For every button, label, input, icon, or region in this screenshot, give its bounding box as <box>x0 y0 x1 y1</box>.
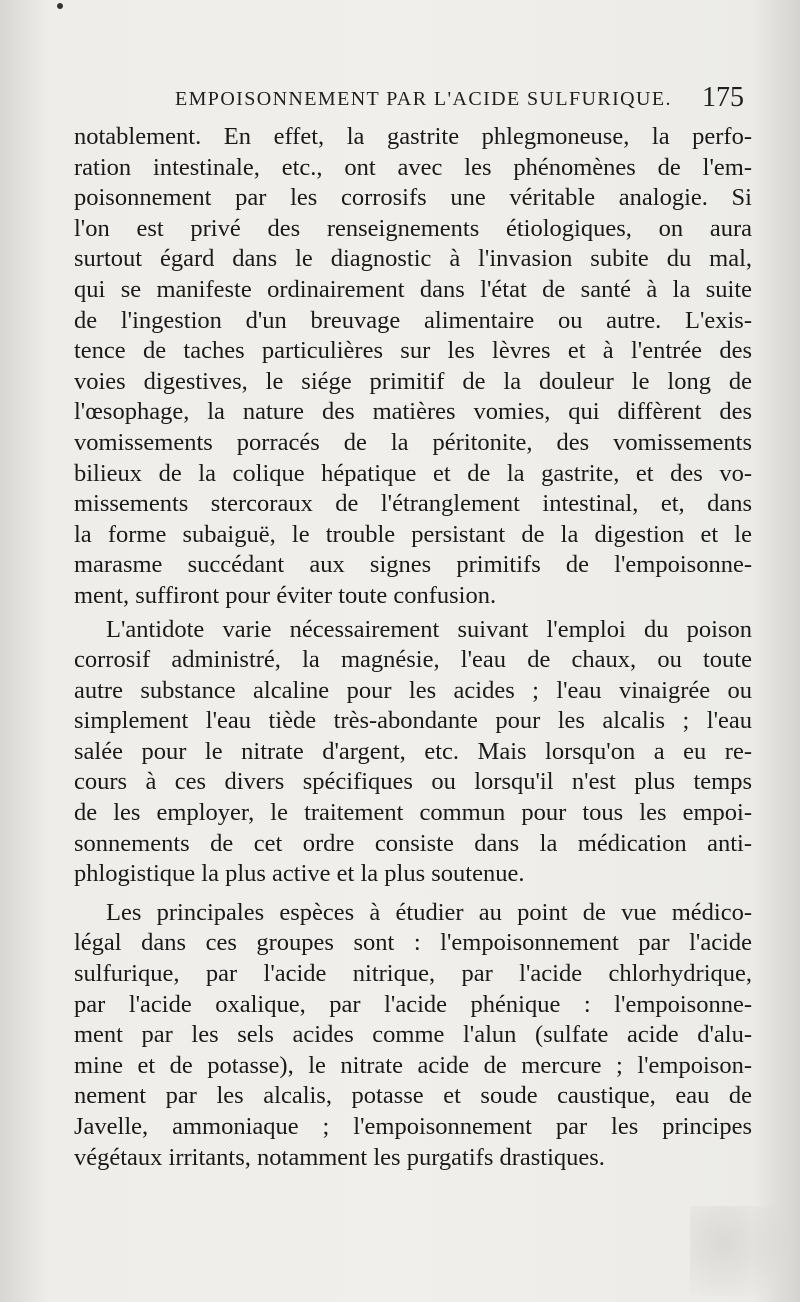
text-line: sulfurique, par l'acide nitrique, par l'acide chlorhydrique, <box>74 960 752 988</box>
text-line: simplement l'eau tiède très-abondante pour les alcalis ; l'eau <box>74 707 752 735</box>
text-line: la forme subaiguë, le trouble persistant de la digestion et le <box>74 520 752 548</box>
text-line: sonnements de cet ordre consiste dans la médication anti- <box>74 829 752 857</box>
paragraph-1 <box>74 122 752 612</box>
text-line: salée pour le nitrate d'argent, etc. Mais lorsqu'on a eu re- <box>74 737 752 765</box>
text-line: surtout égard dans le diagnostic à l'invasion subite du mal, <box>74 245 752 273</box>
text-line: voies digestives, le siége primitif de la douleur le long de <box>74 367 752 395</box>
text-line: l'œsophage, la nature des matières vomies, qui diffèrent des <box>74 398 752 426</box>
text-line: L'antidote varie nécessairement suivant l'emploi du poison <box>106 615 752 643</box>
text-line: de l'ingestion d'un breuvage alimentaire ou autre. L'exis- <box>74 306 752 334</box>
text-line: phlogistique la plus active et la plus soutenue. <box>74 860 525 888</box>
page-header <box>0 80 800 120</box>
text-line: marasme succédant aux signes primitifs de l'empoisonne- <box>74 551 752 579</box>
text-line: Les principales espèces à étudier au point de vue médico- <box>106 898 752 926</box>
text-line: Javelle, ammoniaque ; l'empoisonnement par les principes <box>74 1113 752 1140</box>
text-line: bilieux de la colique hépatique et de la gastrite, et des vo- <box>74 459 752 487</box>
text-line: légal dans ces groupes sont : l'empoisonnement par l'acide <box>74 929 752 957</box>
text-line: ment, suffiront pour éviter toute confusion. <box>74 581 497 609</box>
text-line: ment par les sels acides comme l'alun (sulfate acide d'alu- <box>74 1021 752 1049</box>
text-line: tence de taches particulières sur les lèvres et à l'entrée des <box>74 337 752 365</box>
text-line: vomissements porracés de la péritonite, des vomissements <box>74 428 752 456</box>
body-text <box>74 122 752 1173</box>
running-title: EMPOISONNEMENT PAR L'ACIDE SULFURIQUE. <box>175 88 672 110</box>
text-line: végétaux irritants, notamment les purgatifs drastiques. <box>74 1143 605 1171</box>
text-line: autre substance alcaline pour les acides ; l'eau vinaigrée ou <box>74 676 752 704</box>
paragraph-3 <box>74 898 752 1173</box>
text-line: corrosif administré, la magnésie, l'eau de chaux, ou toute <box>74 646 752 674</box>
text-line: mine et de potasse), le nitrate acide de mercure ; l'empoison- <box>74 1051 752 1079</box>
text-line: missements stercoraux de l'étranglement intestinal, et, dans <box>74 490 752 518</box>
text-line: de les employer, le traitement commun pour tous les empoi- <box>74 799 752 827</box>
show-through-shadow <box>690 1206 800 1296</box>
text-line: ration intestinale, etc., ont avec les phénomènes de l'em- <box>74 153 752 181</box>
text-line: par l'acide oxalique, par l'acide phénique : l'empoisonne- <box>74 990 752 1018</box>
text-line: cours à ces divers spécifiques ou lorsqu'il n'est plus temps <box>74 768 752 796</box>
text-line: qui se manifeste ordinairement dans l'état de santé à la suite <box>74 275 752 303</box>
ink-speck <box>57 3 63 9</box>
text-line: notablement. En effet, la gastrite phlegmoneuse, la perfo- <box>74 123 752 150</box>
paragraph-2 <box>74 615 752 890</box>
text-line: nement par les alcalis, potasse et soude caustique, eau de <box>74 1082 752 1110</box>
text-line: l'on est privé des renseignements étiologiques, on aura <box>74 214 752 242</box>
text-line: poisonnement par les corrosifs une véritable analogie. Si <box>74 184 752 212</box>
page-number: 175 <box>702 82 744 113</box>
